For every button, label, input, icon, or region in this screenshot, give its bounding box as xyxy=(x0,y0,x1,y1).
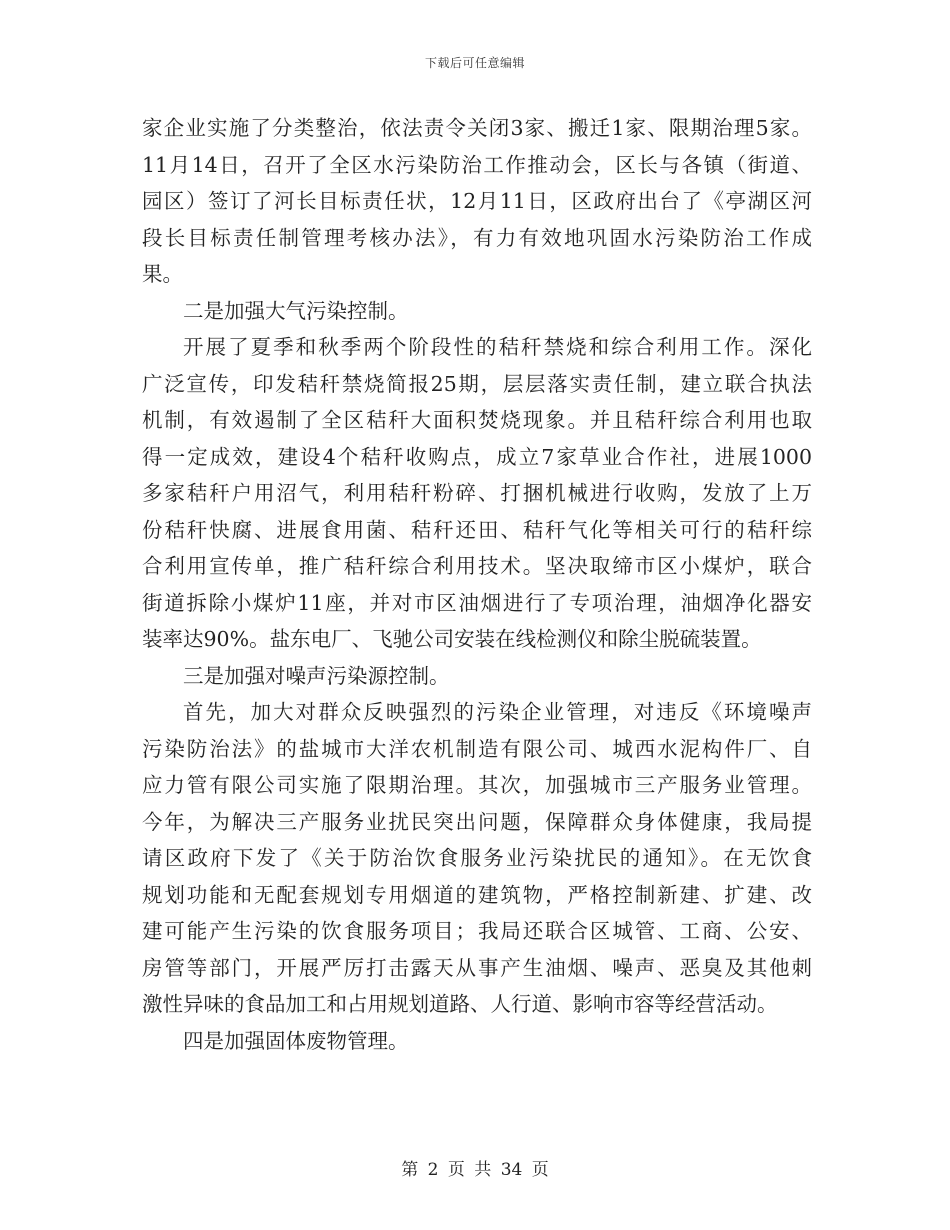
text-line: 今年，为解决三产服务业扰民突出问题，保障群众身体健康，我局提 xyxy=(142,809,812,834)
paragraph xyxy=(142,110,812,293)
paragraph xyxy=(142,1023,812,1060)
text-line: 段长目标责任制管理考核办法》，有力有效地巩固水污染防治工作成 xyxy=(142,225,812,250)
text-line: 得一定成效，建设4个秸秆收购点，成立7家草业合作社，进展1000 xyxy=(142,444,812,469)
text-line: 四是加强固体废物管理。 xyxy=(183,1028,409,1053)
text-line: 广泛宣传，印发秸秆禁烧简报25期，层层落实责任制，建立联合执法 xyxy=(142,371,812,396)
document-body xyxy=(142,110,812,1059)
page-number-footer: 第 2 页 共 34 页 xyxy=(401,1160,549,1180)
text-line: 果。 xyxy=(142,262,183,286)
text-line: 合利用宣传单，推广秸秆综合利用技术。坚决取缔市区小煤炉，联合 xyxy=(142,554,812,578)
paragraph xyxy=(142,329,812,658)
text-line: 机制，有效遏制了全区秸秆大面积焚烧现象。并且秸秆综合利用也取 xyxy=(142,408,812,432)
text-line: 三是加强对噪声污染源控制。 xyxy=(183,663,450,688)
paragraph xyxy=(142,658,812,695)
text-line: 房管等部门，开展严厉打击露天从事产生油烟、噪声、恶臭及其他刺 xyxy=(142,955,812,980)
text-line: 请区政府下发了《关于防治饮食服务业污染扰民的通知》。在无饮食 xyxy=(142,846,812,870)
text-line: 首先，加大对群众反映强烈的污染企业管理，对违反《环境噪声 xyxy=(183,700,812,724)
text-line: 二是加强大气污染控制。 xyxy=(183,298,409,323)
text-line: 份秸秆快腐、进展食用菌、秸秆还田、秸秆气化等相关可行的秸秆综 xyxy=(142,517,812,542)
text-line: 开展了夏季和秋季两个阶段性的秸秆禁烧和综合利用工作。深化 xyxy=(183,335,812,359)
text-line: 街道拆除小煤炉11座，并对市区油烟进行了专项治理，油烟净化器安 xyxy=(142,590,812,615)
text-line: 污染防治法》的盐城市大洋农机制造有限公司、城西水泥构件厂、自 xyxy=(142,736,812,761)
text-line: 建可能产生污染的饮食服务项目；我局还联合区城管、工商、公安、 xyxy=(142,919,812,943)
text-line: 家企业实施了分类整治，依法责令关闭3家、搬迁1家、限期治理5家。 xyxy=(142,116,812,140)
text-line: 规划功能和无配套规划专用烟道的建筑物，严格控制新建、扩建、改 xyxy=(142,882,812,907)
text-line: 应力管有限公司实施了限期治理。其次，加强城市三产服务业管理。 xyxy=(142,773,812,797)
text-line: 激性异味的食品加工和占用规划道路、人行道、影响市容等经营活动。 xyxy=(142,992,778,1016)
page-header: 下载后可任意编辑 xyxy=(424,56,525,70)
text-line: 装率达90%。盐东电厂、飞驰公司安装在线检测仪和除尘脱硫装置。 xyxy=(142,627,762,651)
text-line: 11月14日，召开了全区水污染防治工作推动会，区长与各镇（街道、 xyxy=(142,152,812,177)
paragraph xyxy=(142,293,812,330)
text-line: 园区）签订了河长目标责任状，12月11日，区政府出台了《亭湖区河 xyxy=(142,189,812,213)
text-line: 多家秸秆户用沼气，利用秸秆粉碎、打捆机械进行收购，发放了上万 xyxy=(142,481,812,505)
paragraph xyxy=(142,694,812,1023)
